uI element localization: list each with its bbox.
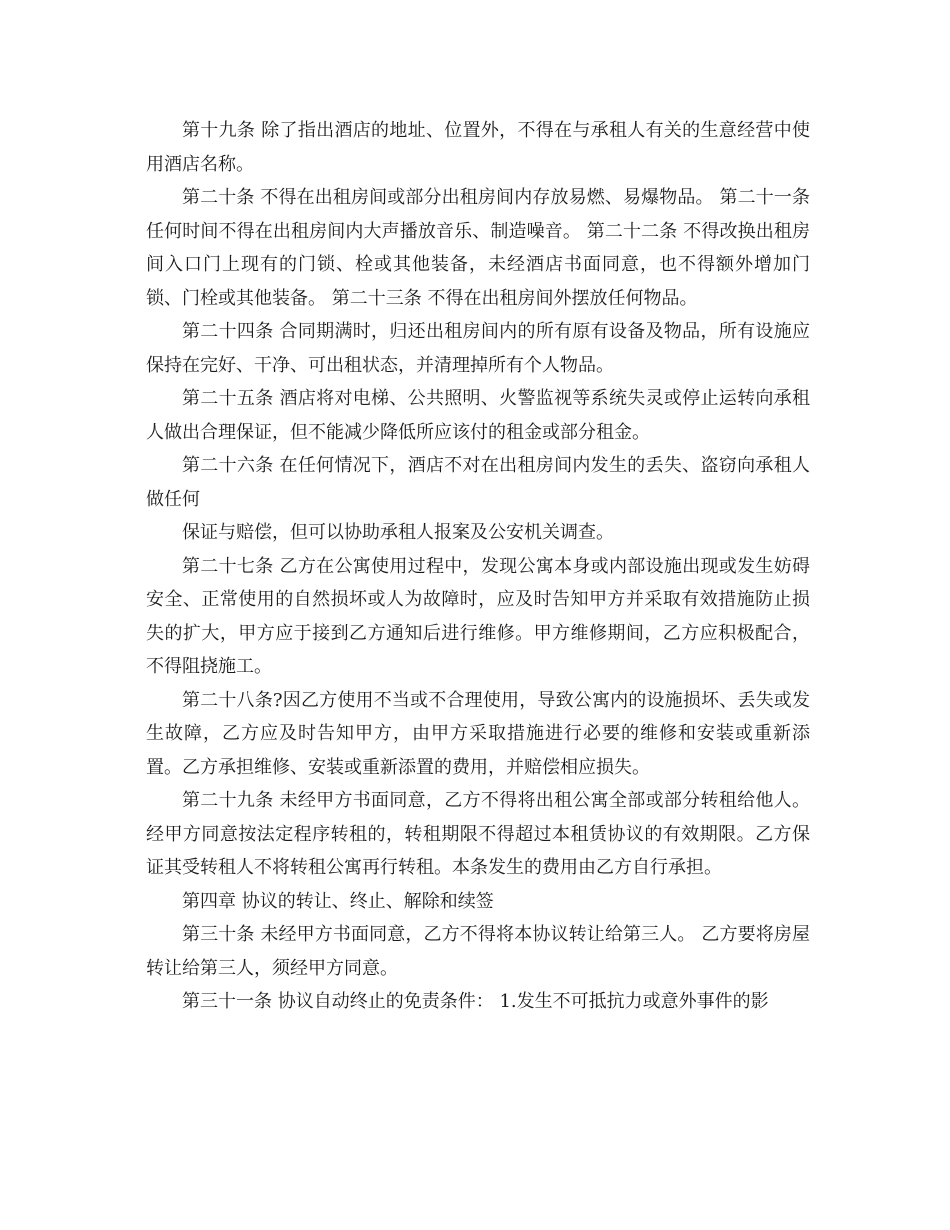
article-30: 第三十条 未经甲方书面同意，乙方不得将本协议转让给第三人。 乙方要将房屋转让给第三人，须经甲方同意。 (146, 924, 810, 979)
article-25: 第二十五条 酒店将对电梯、公共照明、火警监视等系统失灵或停止运转向承租人做出合理保证，但不能减少降低所应该付的租金或部分租金。 (146, 388, 810, 443)
article-31: 第三十一条 协议自动终止的免责条件： 1.发生不可抵抗力或意外事件的影 (182, 991, 769, 1012)
document-body (146, 114, 810, 1019)
article-24: 第二十四条 合同期满时，归还出租房间内的所有原有设备及物品，所有设施应保持在完好、干净、可出租状态，并清理掉所有个人物品。 (146, 321, 810, 376)
article-29: 第二十九条 未经甲方书面同意，乙方不得将出租公寓全部或部分转租给他人。经甲方同意按法定程序转租的，转租期限不得超过本租赁协议的有效期限。乙方保证其受转租人不将转租公寓再行转租。本条发生的费用由乙方自行承担。 (146, 790, 810, 878)
article-26-continued: 保证与赔偿，但可以协助承租人报案及公安机关调查。 (182, 522, 614, 543)
article-27: 第二十七条 乙方在公寓使用过程中，发现公寓本身或内部设施出现或发生妨碍安全、正常使用的自然损坏或人为故障时，应及时告知甲方并采取有效措施防止损失的扩大，甲方应于接到乙方通知后进行维修。甲方维修期间，乙方应积极配合，不得阻挠施工。 (146, 555, 810, 677)
article-19: 第十九条 除了指出酒店的地址、位置外，不得在与承租人有关的生意经营中使用酒店名称。 (146, 120, 810, 175)
chapter-4-heading: 第四章 协议的转让、终止、解除和续签 (182, 890, 494, 912)
article-28: 第二十八条?因乙方使用不当或不合理使用，导致公寓内的设施损坏、丢失或发生故障，乙方应及时告知甲方，由甲方采取措施进行必要的维修和安装或重新添置。乙方承担维修、安装或重新添置的费用，并赔偿相应损失。 (146, 689, 810, 778)
article-26: 第二十六条 在任何情况下，酒店不对在出租房间内发生的丢失、盗窃向承租人做任何 (146, 455, 810, 510)
articles-20-23: 第二十条 不得在出租房间或部分出租房间内存放易燃、易爆物品。 第二十一条 任何时间不得在出租房间内大声播放音乐、制造噪音。 第二十二条 不得改换出租房间入口门上现有的门锁、栓或其他装备，未经酒店书面同意，也不得额外增加门锁、门栓或其他装备。 第二十三条 不得在出租房间外摆放任何物品。 (146, 187, 810, 309)
